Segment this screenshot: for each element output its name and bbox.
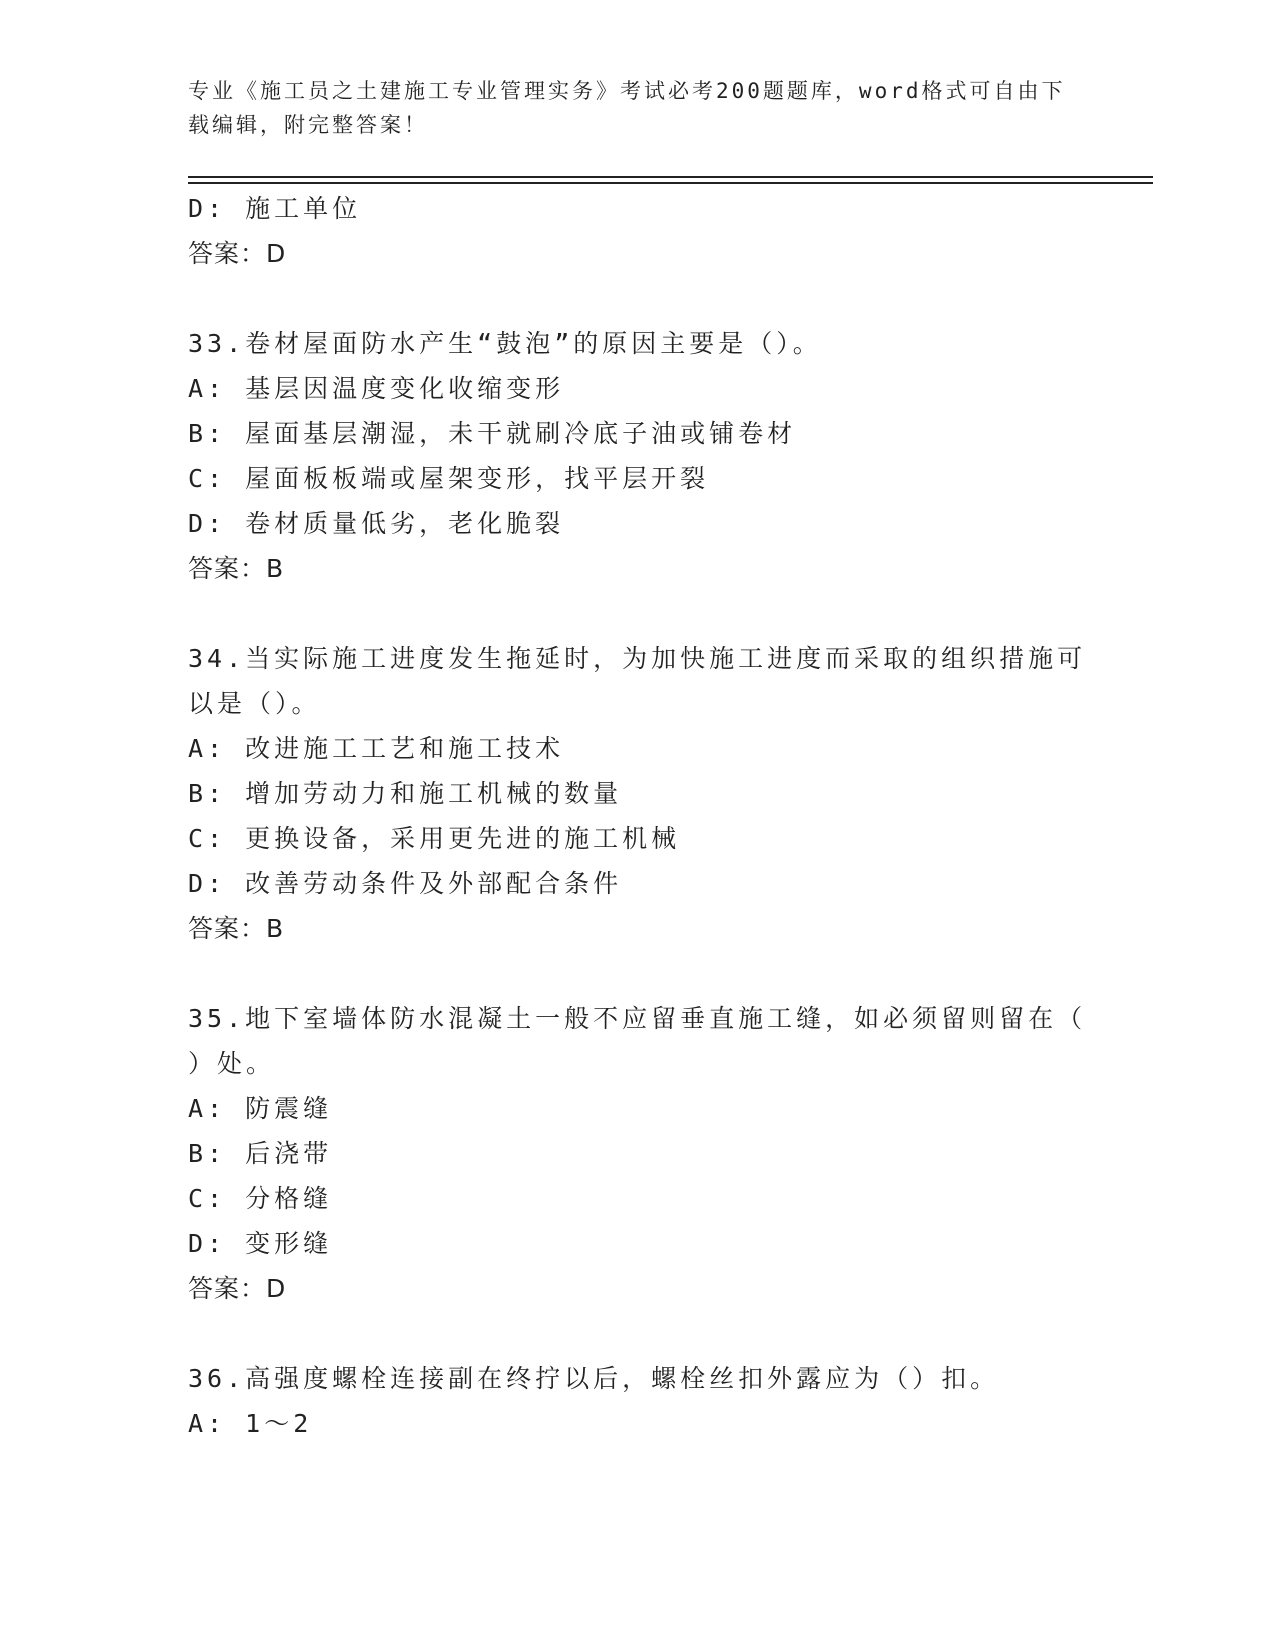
question-35-option-b: B: 后浇带 xyxy=(188,1139,333,1168)
question-34-answer: 答案：B xyxy=(188,914,285,943)
question-34-option-c: C: 更换设备，采用更先进的施工机械 xyxy=(188,824,681,853)
header-divider-top xyxy=(188,176,1153,178)
question-33-option-c: C: 屋面板板端或屋架变形，找平层开裂 xyxy=(188,464,710,493)
question-35-stem-line1: 35.地下室墙体防水混凝土一般不应留垂直施工缝，如必须留则留在（ xyxy=(188,1004,1087,1033)
question-33-option-a: A: 基层因温度变化收缩变形 xyxy=(188,374,565,403)
question-35-option-d: D: 变形缝 xyxy=(188,1229,333,1258)
question-33-answer: 答案：B xyxy=(188,554,285,583)
prev-question-answer: 答案：D xyxy=(188,239,287,268)
question-34-stem-line1: 34.当实际施工进度发生拖延时，为加快施工进度而采取的组织措施可 xyxy=(188,644,1087,673)
question-34-option-b: B: 增加劳动力和施工机械的数量 xyxy=(188,779,623,808)
question-36-stem: 36.高强度螺栓连接副在终拧以后，螺栓丝扣外露应为（）扣。 xyxy=(188,1364,1000,1393)
question-33-option-d: D: 卷材质量低劣，老化脆裂 xyxy=(188,509,565,538)
question-34-option-d: D: 改善劳动条件及外部配合条件 xyxy=(188,869,623,898)
question-36-option-a: A: 1～2 xyxy=(188,1409,313,1438)
question-33-stem: 33.卷材屋面防水产生“鼓泡”的原因主要是（）。 xyxy=(188,329,822,358)
question-34-stem-line2: 以是（）。 xyxy=(188,689,321,718)
question-35-option-c: C: 分格缝 xyxy=(188,1184,333,1213)
header-divider-bottom xyxy=(188,182,1153,184)
document-header: 专业《施工员之土建施工专业管理实务》考试必考200题题库，word格式可自由下载编辑，附完整答案！ xyxy=(188,79,1066,137)
question-34-option-a: A: 改进施工工艺和施工技术 xyxy=(188,734,565,763)
question-35-option-a: A: 防震缝 xyxy=(188,1094,333,1123)
prev-question-option-d: D: 施工单位 xyxy=(188,194,362,223)
question-33-option-b: B: 屋面基层潮湿，未干就刷冷底子油或铺卷材 xyxy=(188,419,797,448)
question-35-stem-line2: ）处。 xyxy=(188,1049,276,1078)
question-35-answer: 答案：D xyxy=(188,1274,287,1303)
